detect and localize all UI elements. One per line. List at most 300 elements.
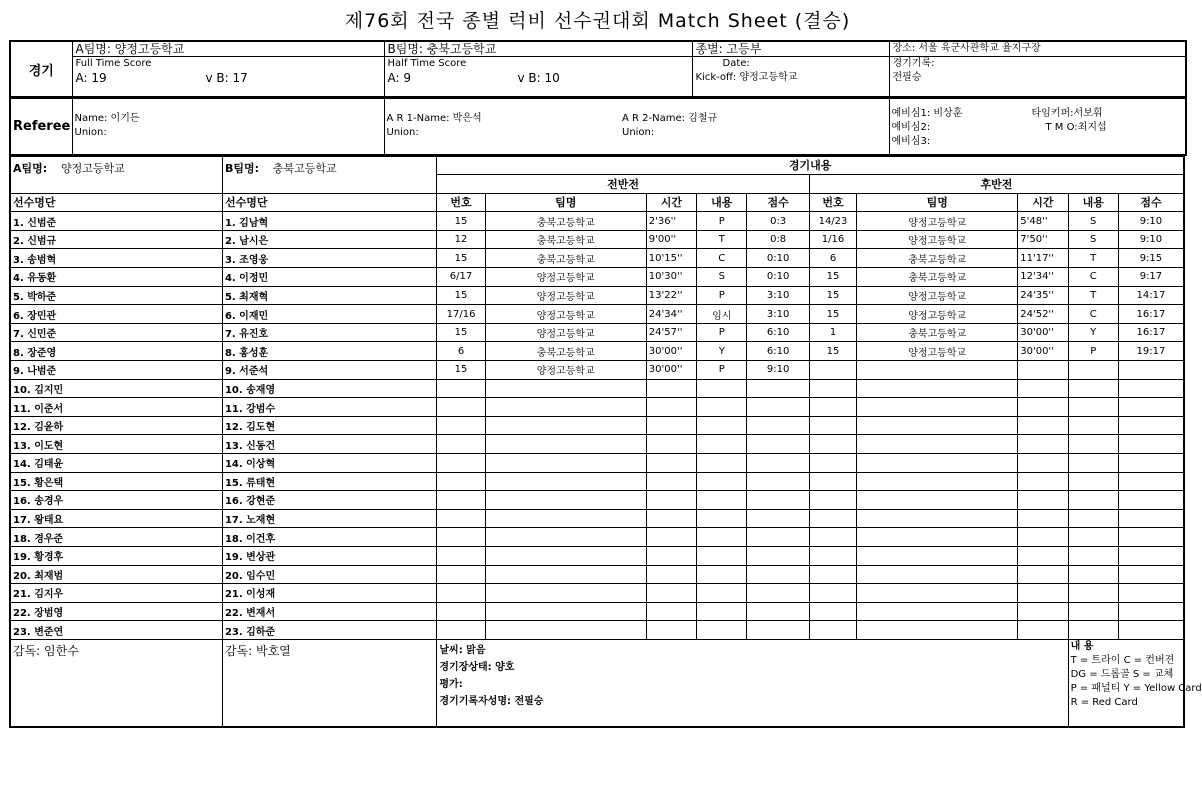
first-half-event-cell	[437, 509, 485, 528]
first-half-event-cell	[485, 379, 646, 398]
table-row	[10, 268, 1184, 287]
first-half-event-cell	[697, 621, 747, 640]
second-half-event-cell	[1018, 528, 1068, 547]
first-half-event-cell	[747, 621, 809, 640]
table-row	[10, 565, 1184, 584]
second-half-event-cell	[857, 472, 1018, 491]
second-half-event-cell	[1068, 361, 1118, 380]
first-half-event-cell	[437, 416, 485, 435]
first-half-event-cell: 15	[437, 323, 485, 342]
first-half-event-cell	[697, 584, 747, 603]
first-half-event-cell	[646, 584, 696, 603]
second-half-event-cell	[809, 509, 856, 528]
player-b: 8. 홍성훈	[222, 342, 436, 361]
player-b: 15. 류태현	[222, 472, 436, 491]
second-half-event-cell	[857, 491, 1018, 510]
player-b: 14. 이상혁	[222, 454, 436, 473]
first-half-event-cell	[437, 454, 485, 473]
first-half-event-cell	[646, 491, 696, 510]
first-half-event-cell	[747, 379, 809, 398]
first-half-event-cell	[646, 379, 696, 398]
full-time-label: Full Time Score	[75, 58, 152, 69]
player-a: 22. 장범영	[10, 602, 222, 621]
first-half-event-cell	[437, 584, 485, 603]
table-row	[10, 416, 1184, 435]
second-half-event-cell: 양정고등학교	[857, 342, 1018, 361]
second-half-event-cell	[1068, 379, 1118, 398]
first-half-col-header: 번호	[437, 193, 485, 212]
player-b: 23. 김하준	[222, 621, 436, 640]
second-half-event-cell	[1018, 454, 1068, 473]
first-half-event-cell: 6/17	[437, 268, 485, 287]
half-time-a: A: 9	[387, 71, 411, 85]
second-half-event-cell: T	[1068, 249, 1118, 268]
second-half-event-cell: 9:17	[1118, 268, 1184, 287]
table-row	[10, 212, 1184, 231]
first-half-event-cell	[485, 528, 646, 547]
second-half-event-cell	[1068, 565, 1118, 584]
first-half-event-cell	[646, 509, 696, 528]
first-half-event-cell	[747, 398, 809, 417]
second-half-event-cell	[1018, 398, 1068, 417]
second-half-event-cell: 충북고등학교	[857, 323, 1018, 342]
match-date: Date:	[722, 58, 750, 69]
timekeeper: 타임키퍼:서보휘	[1031, 108, 1103, 120]
first-half-event-cell: 임시	[697, 305, 747, 324]
table-row	[10, 546, 1184, 565]
first-half-event-cell	[485, 472, 646, 491]
player-b: 13. 신동건	[222, 435, 436, 454]
second-half-event-cell: 24'52''	[1018, 305, 1068, 324]
second-half-event-cell	[1068, 584, 1118, 603]
first-half-event-cell	[485, 454, 646, 473]
first-half-event-cell: Y	[697, 342, 747, 361]
roster-header-a: 선수명단	[10, 193, 222, 212]
first-half-col-header: 팀명	[485, 193, 646, 212]
first-half-event-cell	[747, 565, 809, 584]
first-half-event-cell	[646, 416, 696, 435]
second-half-event-cell	[1118, 454, 1184, 473]
second-half-event-cell	[857, 621, 1018, 640]
first-half-event-cell: 양정고등학교	[485, 305, 646, 324]
second-half-event-cell	[857, 584, 1018, 603]
player-b: 19. 변상관	[222, 546, 436, 565]
second-half-event-cell	[809, 379, 856, 398]
second-half-event-cell	[1068, 472, 1118, 491]
table-row	[10, 602, 1184, 621]
second-half-event-cell: 15	[809, 305, 856, 324]
first-half-event-cell	[485, 584, 646, 603]
second-half-event-cell: 30'00''	[1018, 323, 1068, 342]
first-half-event-cell	[697, 435, 747, 454]
second-half-header: 후반전	[809, 175, 1184, 194]
first-half-event-cell: 충북고등학교	[485, 249, 646, 268]
first-half-event-cell	[437, 491, 485, 510]
second-half-event-cell: 19:17	[1118, 342, 1184, 361]
first-half-event-cell	[747, 584, 809, 603]
second-half-event-cell: 14/23	[809, 212, 856, 231]
second-half-event-cell	[1068, 491, 1118, 510]
player-a: 16. 송경우	[10, 491, 222, 510]
first-half-event-cell	[437, 435, 485, 454]
player-a: 5. 박하준	[10, 286, 222, 305]
first-half-event-cell	[646, 546, 696, 565]
second-half-event-cell: 충북고등학교	[857, 249, 1018, 268]
player-a: 23. 변준연	[10, 621, 222, 640]
first-half-event-cell	[485, 416, 646, 435]
second-half-col-header: 점수	[1118, 193, 1184, 212]
second-half-event-cell	[1118, 416, 1184, 435]
referee-union: Union:	[74, 127, 107, 139]
second-half-event-cell	[1118, 472, 1184, 491]
second-half-event-cell: 15	[809, 286, 856, 305]
first-half-event-cell	[485, 398, 646, 417]
first-half-event-cell: 15	[437, 361, 485, 380]
first-half-event-cell: P	[697, 361, 747, 380]
second-half-event-cell: 9:10	[1118, 230, 1184, 249]
player-b: 17. 노재현	[222, 509, 436, 528]
player-b: 5. 최재혁	[222, 286, 436, 305]
second-half-event-cell: 15	[809, 342, 856, 361]
first-half-event-cell: 충북고등학교	[485, 212, 646, 231]
first-half-event-cell: 30'00''	[646, 361, 696, 380]
first-half-event-cell	[697, 602, 747, 621]
half-time-b: v B: 10	[517, 71, 560, 85]
first-half-event-cell	[697, 509, 747, 528]
player-b: 20. 임수민	[222, 565, 436, 584]
referee-table	[9, 98, 1187, 156]
second-half-event-cell: C	[1068, 305, 1118, 324]
first-half-event-cell: 6	[437, 342, 485, 361]
second-half-event-cell: 양정고등학교	[857, 230, 1018, 249]
first-half-event-cell: 0:3	[747, 212, 809, 231]
legend-title: 내 용	[1070, 640, 1094, 652]
legend-line: DG = 드롭골 S = 교체	[1070, 668, 1174, 680]
game-info-table	[9, 40, 1187, 98]
second-half-event-cell: Y	[1068, 323, 1118, 342]
first-half-event-cell: 3:10	[747, 305, 809, 324]
first-half-event-cell: 30'00''	[646, 342, 696, 361]
first-half-event-cell: C	[697, 249, 747, 268]
coach-a: 감독: 임한수	[10, 639, 222, 727]
second-half-event-cell: 14:17	[1118, 286, 1184, 305]
second-half-event-cell: 양정고등학교	[857, 286, 1018, 305]
player-b: 6. 이재민	[222, 305, 436, 324]
table-row	[10, 249, 1184, 268]
player-b: 22. 변재서	[222, 602, 436, 621]
second-half-event-cell	[1118, 565, 1184, 584]
second-half-event-cell	[1118, 379, 1184, 398]
first-half-col-header: 점수	[747, 193, 809, 212]
first-half-event-cell	[697, 565, 747, 584]
second-half-event-cell	[1018, 416, 1068, 435]
first-half-event-cell	[646, 472, 696, 491]
player-b: 10. 송재영	[222, 379, 436, 398]
first-half-event-cell	[485, 565, 646, 584]
first-half-event-cell	[646, 602, 696, 621]
table-row	[10, 323, 1184, 342]
second-half-event-cell	[857, 379, 1018, 398]
team-b-title: 충북고등학교	[272, 161, 337, 175]
team-a-title: 양정고등학교	[61, 161, 125, 175]
first-half-event-cell	[747, 491, 809, 510]
first-half-event-cell: 13'22''	[646, 286, 696, 305]
first-half-event-cell: P	[697, 212, 747, 231]
full-time-a: A: 19	[75, 71, 107, 85]
second-half-event-cell	[1068, 509, 1118, 528]
first-half-event-cell: 0:10	[747, 268, 809, 287]
second-half-event-cell	[809, 416, 856, 435]
player-a: 15. 황은택	[10, 472, 222, 491]
player-b: 16. 강현준	[222, 491, 436, 510]
table-row	[10, 491, 1184, 510]
first-half-event-cell	[485, 602, 646, 621]
first-half-event-cell	[747, 602, 809, 621]
recorder-label: 경기기록:	[892, 58, 935, 69]
second-half-event-cell	[857, 602, 1018, 621]
second-half-event-cell	[1118, 602, 1184, 621]
second-half-event-cell	[1018, 491, 1068, 510]
first-half-event-cell: 10'30''	[646, 268, 696, 287]
second-half-col-header: 시간	[1018, 193, 1068, 212]
player-a: 10. 김지민	[10, 379, 222, 398]
second-half-event-cell: 9:10	[1118, 212, 1184, 231]
match-content-table	[9, 156, 1202, 729]
second-half-event-cell: 양정고등학교	[857, 212, 1018, 231]
second-half-event-cell	[809, 491, 856, 510]
second-half-event-cell: 11'17''	[1018, 249, 1068, 268]
table-row	[10, 286, 1184, 305]
player-b: 12. 김도현	[222, 416, 436, 435]
table-row	[10, 342, 1184, 361]
player-b: 4. 이정민	[222, 268, 436, 287]
second-half-event-cell	[857, 565, 1018, 584]
first-half-event-cell	[646, 528, 696, 547]
first-half-event-cell	[646, 398, 696, 417]
player-b: 2. 남시은	[222, 230, 436, 249]
first-half-event-cell	[437, 621, 485, 640]
referee-label: Referee	[10, 99, 72, 155]
second-half-event-cell	[1118, 528, 1184, 547]
ar1-name: A R 1-Name: 박은석	[386, 113, 482, 125]
second-half-event-cell	[1068, 416, 1118, 435]
player-a: 8. 장준영	[10, 342, 222, 361]
player-a: 11. 이준서	[10, 398, 222, 417]
table-row	[10, 472, 1184, 491]
player-a: 6. 장민관	[10, 305, 222, 324]
second-half-event-cell	[809, 361, 856, 380]
second-half-event-cell: 30'00''	[1018, 342, 1068, 361]
second-half-event-cell	[809, 602, 856, 621]
player-a: 4. 유동환	[10, 268, 222, 287]
half-time-label: Half Time Score	[387, 58, 467, 69]
first-half-event-cell: P	[697, 286, 747, 305]
second-half-event-cell	[857, 416, 1018, 435]
tmo: T M O:최지섭	[1045, 122, 1107, 134]
first-half-event-cell	[437, 602, 485, 621]
game-label: 경기	[10, 41, 72, 97]
first-half-event-cell	[747, 472, 809, 491]
second-half-event-cell	[857, 528, 1018, 547]
second-half-event-cell: P	[1068, 342, 1118, 361]
second-half-event-cell	[809, 472, 856, 491]
second-half-event-cell: 양정고등학교	[857, 305, 1018, 324]
first-half-event-cell: 10'15''	[646, 249, 696, 268]
first-half-event-cell	[697, 472, 747, 491]
second-half-event-cell	[809, 528, 856, 547]
second-half-event-cell	[1018, 602, 1068, 621]
second-half-event-cell	[857, 454, 1018, 473]
first-half-event-cell: P	[697, 323, 747, 342]
player-a: 19. 황경후	[10, 546, 222, 565]
table-row	[10, 379, 1184, 398]
first-half-event-cell: 6:10	[747, 323, 809, 342]
second-half-event-cell: 6	[809, 249, 856, 268]
second-half-event-cell: S	[1068, 230, 1118, 249]
venue: 장소: 서울 육군사관학교 율지구장	[890, 42, 1186, 57]
second-half-event-cell: 24'35''	[1018, 286, 1068, 305]
second-half-event-cell	[1118, 584, 1184, 603]
first-half-event-cell: T	[697, 230, 747, 249]
second-half-event-cell	[1118, 546, 1184, 565]
second-half-event-cell	[857, 361, 1018, 380]
second-half-event-cell	[857, 509, 1018, 528]
first-half-event-cell: 양정고등학교	[485, 286, 646, 305]
second-half-event-cell	[1118, 435, 1184, 454]
first-half-event-cell: 9:10	[747, 361, 809, 380]
first-half-event-cell: S	[697, 268, 747, 287]
match-content-header: 경기내용	[437, 156, 1184, 175]
second-half-event-cell	[1118, 621, 1184, 640]
team-b-name: B팀명: 충북고등학교	[385, 42, 692, 57]
table-row	[10, 398, 1184, 417]
first-half-header: 전반전	[437, 175, 809, 194]
reserve-referee-1: 예비심1: 비상훈	[891, 108, 963, 120]
page-title: 제76회 전국 종별 럭비 선수권대회 Match Sheet (결승)	[344, 10, 851, 32]
first-half-event-cell	[437, 379, 485, 398]
second-half-event-cell	[1068, 528, 1118, 547]
first-half-event-cell	[437, 398, 485, 417]
second-half-event-cell	[1068, 602, 1118, 621]
team-a-label: A팀명:	[13, 161, 48, 175]
first-half-event-cell	[747, 546, 809, 565]
table-row	[10, 454, 1184, 473]
first-half-event-cell: 0:8	[747, 230, 809, 249]
kickoff: Kick-off: 양정고등학교	[695, 72, 798, 83]
table-row	[10, 621, 1184, 640]
player-a: 12. 김윤하	[10, 416, 222, 435]
weather: 날씨: 맑음	[439, 644, 486, 656]
second-half-event-cell	[809, 398, 856, 417]
player-a: 18. 경우준	[10, 528, 222, 547]
legend-line: P = 패널티 Y = Yellow Card	[1070, 682, 1202, 694]
player-a: 21. 김지우	[10, 584, 222, 603]
second-half-event-cell	[857, 546, 1018, 565]
table-row	[10, 230, 1184, 249]
second-half-event-cell	[1018, 584, 1068, 603]
first-half-event-cell	[747, 528, 809, 547]
second-half-event-cell: 충북고등학교	[857, 268, 1018, 287]
first-half-event-cell	[437, 546, 485, 565]
second-half-event-cell	[809, 454, 856, 473]
second-half-event-cell: 16:17	[1118, 323, 1184, 342]
player-a: 20. 최재범	[10, 565, 222, 584]
second-half-event-cell	[809, 435, 856, 454]
first-half-event-cell	[437, 528, 485, 547]
second-half-event-cell: 15	[809, 268, 856, 287]
second-half-event-cell: 1/16	[809, 230, 856, 249]
second-half-col-header: 번호	[809, 193, 856, 212]
first-half-event-cell: 15	[437, 286, 485, 305]
table-row	[10, 528, 1184, 547]
first-half-event-cell	[697, 379, 747, 398]
ar2-name: A R 2-Name: 김철규	[622, 113, 718, 125]
second-half-event-cell	[809, 565, 856, 584]
table-row	[10, 584, 1184, 603]
player-a: 14. 김태윤	[10, 454, 222, 473]
first-half-event-cell	[485, 621, 646, 640]
player-b: 3. 조영웅	[222, 249, 436, 268]
second-half-event-cell: C	[1068, 268, 1118, 287]
player-a: 1. 신범준	[10, 212, 222, 231]
player-b: 9. 서준석	[222, 361, 436, 380]
table-row	[10, 509, 1184, 528]
first-half-event-cell: 충북고등학교	[485, 342, 646, 361]
first-half-event-cell: 양정고등학교	[485, 361, 646, 380]
first-half-event-cell	[697, 454, 747, 473]
second-half-event-cell	[1018, 546, 1068, 565]
first-half-event-cell: 9'00''	[646, 230, 696, 249]
table-row	[10, 361, 1184, 380]
player-b: 1. 김남혁	[222, 212, 436, 231]
second-half-event-cell	[809, 546, 856, 565]
second-half-event-cell	[1018, 621, 1068, 640]
player-a: 17. 왕태요	[10, 509, 222, 528]
second-half-event-cell	[1068, 435, 1118, 454]
first-half-event-cell	[646, 565, 696, 584]
second-half-event-cell	[1068, 454, 1118, 473]
first-half-col-header: 시간	[646, 193, 696, 212]
second-half-col-header: 팀명	[857, 193, 1018, 212]
team-b-label: B팀명:	[224, 161, 259, 175]
first-half-event-cell: 3:10	[747, 286, 809, 305]
first-half-event-cell	[747, 454, 809, 473]
second-half-event-cell: 7'50''	[1018, 230, 1068, 249]
second-half-event-cell	[1018, 435, 1068, 454]
first-half-event-cell	[646, 621, 696, 640]
second-half-event-cell: 5'48''	[1018, 212, 1068, 231]
first-half-event-cell: 15	[437, 212, 485, 231]
player-a: 13. 이도현	[10, 435, 222, 454]
second-half-event-cell	[857, 398, 1018, 417]
coach-b: 감독: 박호열	[222, 639, 436, 727]
ar2-union: Union:	[622, 127, 655, 139]
second-half-event-cell: T	[1068, 286, 1118, 305]
first-half-event-cell	[747, 509, 809, 528]
second-half-event-cell	[1018, 379, 1068, 398]
second-half-col-header: 내용	[1068, 193, 1118, 212]
legend-line: R = Red Card	[1070, 696, 1138, 708]
first-half-event-cell: 충북고등학교	[485, 230, 646, 249]
full-time-b: v B: 17	[205, 71, 248, 85]
recorder-name: 전필승	[892, 72, 922, 83]
player-b: 21. 이성재	[222, 584, 436, 603]
player-a: 2. 신범규	[10, 230, 222, 249]
first-half-event-cell	[437, 472, 485, 491]
first-half-event-cell	[437, 565, 485, 584]
second-half-event-cell: 12'34''	[1018, 268, 1068, 287]
evaluation: 평가:	[439, 678, 463, 690]
